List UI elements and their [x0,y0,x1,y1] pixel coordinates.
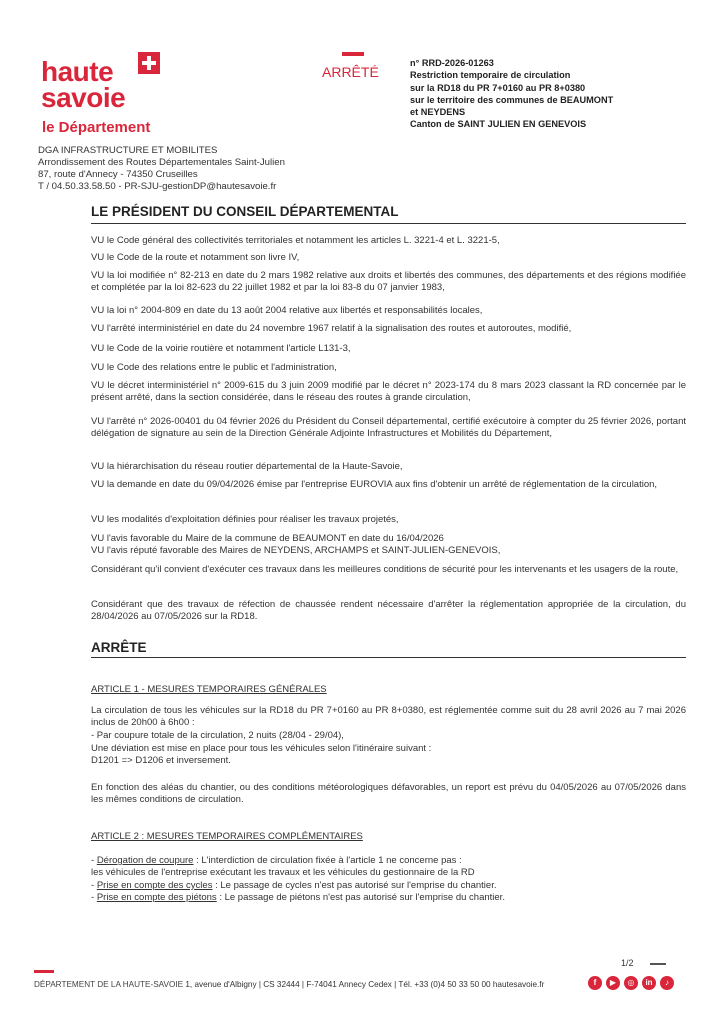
footer-address: 1, avenue d'Albigny | CS 32444 | F-74041 Annecy Cedex | Tél. +33 (0)4 50 33 50 00 hautesavoie.fr [185,980,545,989]
reference-line: Canton de SAINT JULIEN EN GENEVOIS [410,119,587,130]
consideration-paragraph: Considérant qu'il convient d'exécuter ces travaux dans les meilleures conditions de sécurité pour les intervenants et les usagers de la route, [91,564,679,575]
youtube-icon[interactable]: ▶ [606,976,620,990]
logo-line-2: savoie [41,82,126,113]
org-line: 87, route d'Annecy - 74350 Cruseilles [38,169,198,180]
article-1-paragraph: La circulation de tous les véhicules sur la RD18 du PR 7+0160 au PR 8+0380, est réglementée comme suit du 28 avril 2026 au 7 mai 2026 inclus de 20h00 à 6h00 : [91,705,686,729]
consideration-paragraph: VU le Code de la route et notamment son livre IV, [91,252,300,263]
consideration-paragraph: VU la loi modifiée n° 82-213 en date du 2 mars 1982 relative aux droits et libertés des communes, des départements et des régions modifiée et complétée par la loi 82-623 du 22 juillet 1982 et par la loi 83-8 du 07 janvier 1983, [91,270,686,294]
president-heading: LE PRÉSIDENT DU CONSEIL DÉPARTEMENTAL [91,204,399,219]
footer-accent-bar [34,970,54,973]
org-line: DGA INFRASTRUCTURE ET MOBILITES [38,145,218,156]
consideration-paragraph: VU le Code des relations entre le public et l'administration, [91,362,337,373]
consideration-paragraph: VU la demande en date du 09/04/2026 émise par l'entreprise EUROVIA aux fins d'obtenir un arrêté de réglementation de la circulation, [91,479,658,490]
heading-rule [91,657,686,658]
article-2-item-text: : Le passage de cycles n'est pas autorisé sur l'emprise du chantier. [212,880,497,891]
organization-block [38,145,285,193]
org-line: Arrondissement des Routes Départementales Saint-Julien [38,157,285,168]
consideration-paragraph: VU l'avis favorable du Maire de la commune de BEAUMONT en date du 16/04/2026 [91,533,444,544]
reference-block [410,57,613,131]
article-2-item-continuation: les véhicules de l'entreprise exécutant les travaux et les véhicules du gestionnaire de la RD [91,867,475,878]
consideration-paragraph: VU les modalités d'exploitation définies pour réaliser les travaux projetés, [91,514,399,525]
page-number: 1/2 [621,958,634,968]
facebook-icon[interactable]: f [588,976,602,990]
tiktok-icon[interactable]: ♪ [660,976,674,990]
savoie-cross-icon [138,52,160,74]
consideration-paragraph: VU le Code de la voirie routière et notamment l'article L131-3, [91,343,351,354]
page-number-dash [650,963,666,965]
org-contact: T / 04.50.33.58.50 - PR-SJU-gestionDP@hautesavoie.fr [38,181,277,192]
consideration-paragraph: Considérant que des travaux de réfection de chaussée rendent nécessaire d'arrêter la réglementation appropriée de la circulation, du 28/04/2026 au 07/05/2026 sur la RD18. [91,599,686,623]
arrete-heading: ARRÊTE [91,640,147,655]
logo-line-3: le Département [42,119,151,136]
consideration-paragraph: VU le décret interministériel n° 2009-615 du 3 juin 2009 modifié par le décret n° 2023-174 du 8 mars 2023 classant la RD concernée par le présent arrêté, dans la section considérée, dans le réseau des routes à grande circulation, [91,380,686,404]
heading-rule [91,223,686,224]
footer [34,980,544,989]
article-2-title: ARTICLE 2 : MESURES TEMPORAIRES COMPLÉMENTAIRES [91,831,363,842]
document-type: ARRÊTÉ [322,64,379,80]
article-2-item-text: : L'interdiction de circulation fixée à l'article 1 ne concerne pas : [193,855,462,866]
article-1-paragraph: - Par coupure totale de la circulation, 2 nuits (28/04 - 29/04), [91,730,344,741]
social-links [588,976,674,990]
reference-line: Restriction temporaire de circulation [410,70,571,81]
department-logo [40,50,180,140]
arrete-accent-bar [342,52,364,56]
consideration-paragraph: VU la loi n° 2004-809 en date du 13 août 2004 relative aux libertés et responsabilités locales, [91,305,483,316]
reference-number: n° RRD-2026-01263 [410,58,494,68]
article-1-paragraph: Une déviation est mise en place pour tous les véhicules selon l'itinéraire suivant : [91,743,432,754]
article-2-item: - Dérogation de coupure : L'interdiction de circulation fixée à l'article 1 ne concerne pas : [91,855,462,866]
article-2-item: - Prise en compte des cycles : Le passage de cycles n'est pas autorisé sur l'emprise du chantier. [91,880,497,891]
article-1-title: ARTICLE 1 - MESURES TEMPORAIRES GÉNÉRALES [91,684,327,695]
logo-line-1: haute [41,56,114,87]
reference-line: et NEYDENS [410,107,466,118]
article-2-item-label: Prise en compte des cycles [96,880,213,891]
consideration-paragraph: VU l'arrêté n° 2026-00401 du 04 février 2026 du Président du Conseil départemental, certifié exécutoire à compter du 25 février 2026, portant délégation de signature au sein de la Direction Générale Adjointe Infrastructures et Mobilités du Département, [91,416,686,440]
reference-line: sur la RD18 du PR 7+0160 au PR 8+0380 [410,82,586,93]
consideration-paragraph: VU la hiérarchisation du réseau routier départemental de la Haute-Savoie, [91,461,403,472]
article-2-item: - Prise en compte des piétons : Le passage de piétons n'est pas autorisé sur l'emprise du chantier. [91,892,505,903]
linkedin-icon[interactable]: in [642,976,656,990]
article-2-item-label: Dérogation de coupure [96,855,194,866]
consideration-paragraph: VU l'arrêté interministériel en date du 24 novembre 1967 relatif à la signalisation des routes et autoroutes, modifié, [91,323,572,334]
reference-line: sur le territoire des communes de BEAUMONT [410,94,614,105]
consideration-paragraph: VU l'avis réputé favorable des Maires de NEYDENS, ARCHAMPS et SAINT-JULIEN-GENEVOIS, [91,545,501,556]
article-2-item-text: : Le passage de piétons n'est pas autorisé sur l'emprise du chantier. [216,892,505,903]
instagram-icon[interactable]: ◎ [624,976,638,990]
footer-department: DÉPARTEMENT DE LA HAUTE-SAVOIE [34,980,184,989]
article-2-item-label: Prise en compte des piétons [96,892,217,903]
consideration-paragraph: VU le Code général des collectivités territoriales et notamment les articles L. 3221-4 et L. 3221-5, [91,235,500,246]
article-1-paragraph: D1201 => D1206 et inversement. [91,755,231,766]
article-1-paragraph: En fonction des aléas du chantier, ou des conditions météorologiques défavorables, un report est prévu du 04/05/2026 au 07/05/2026 dans les mêmes conditions de circulation. [91,782,686,806]
